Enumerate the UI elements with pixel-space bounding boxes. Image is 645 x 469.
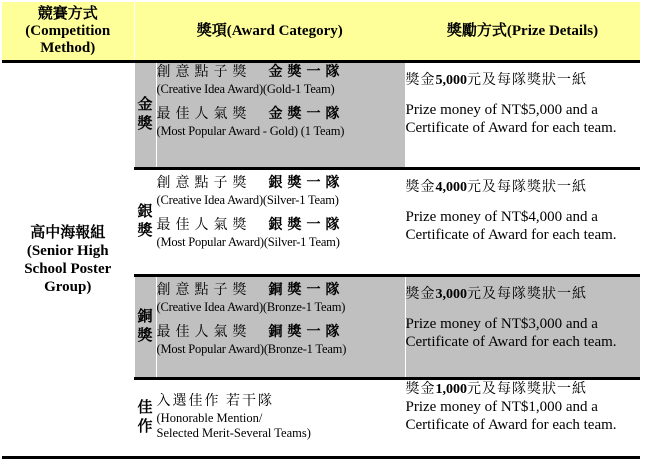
header-category: 獎項(Award Category): [134, 2, 405, 62]
award-zh: 創意點子獎 銀獎一隊: [156, 176, 345, 191]
award-zh: 最佳人氣獎 銀獎一隊: [156, 218, 345, 233]
tier-label-honorable: 佳 作: [134, 379, 156, 458]
award-zh: 最佳人氣獎 金獎一隊: [156, 107, 345, 122]
award-category-gold: [156, 62, 405, 169]
prize-silver: [405, 169, 640, 276]
prize-en: Prize money of NT$3,000 and a Certificate of Award for each team.: [405, 316, 617, 350]
award-en: (Most Popular Award - Gold) (1 Team): [156, 124, 345, 138]
prize-en: Prize money of NT$5,000 and a Certificate of Award for each team.: [405, 102, 617, 136]
tier-label-silver: 銀 獎: [134, 169, 156, 276]
prize-bronze: [405, 276, 640, 379]
group-zh: 高中海報組: [30, 224, 106, 241]
award-category-honorable: [156, 379, 405, 458]
award-en: (Most Popular Award)(Bronze-1 Team): [156, 342, 347, 356]
honorable-zh: 入選佳作 若干隊: [156, 394, 274, 409]
award-category-bronze: [156, 276, 405, 379]
award-zh: 最佳人氣獎 銅獎一隊: [156, 325, 345, 340]
header-method-zh: 競賽方式: [37, 5, 98, 22]
header-method-en-1: (Competition: [25, 22, 111, 39]
group-en-3: Group): [44, 278, 92, 295]
header-row: [2, 2, 640, 62]
header-prize: 獎勵方式(Prize Details): [405, 2, 640, 62]
prize-gold: [405, 62, 640, 169]
prize-zh: 獎金4,000元及每隊獎狀一紙: [405, 180, 587, 195]
tier-row-gold: [2, 62, 640, 169]
header-method: [2, 2, 134, 62]
award-en: (Creative Idea Award)(Gold-1 Team): [156, 82, 335, 96]
group-en-1: (Senior High: [26, 242, 109, 259]
award-zh: 創意點子獎 銅獎一隊: [156, 283, 345, 298]
tier-label-bronze: 銅 獎: [134, 276, 156, 379]
award-zh: 創意點子獎 金獎一隊: [156, 65, 345, 80]
prize-zh: 獎金5,000元及每隊獎狀一紙: [405, 73, 587, 88]
honorable-en-1: (Honorable Mention/: [156, 411, 263, 425]
award-en: (Creative Idea Award)(Bronze-1 Team): [156, 300, 346, 314]
header-method-en-2: Method): [40, 39, 96, 56]
prize-zh: 獎金1,000元及每隊獎狀一紙: [405, 382, 587, 397]
award-en: (Most Popular Award)(Silver-1 Team): [156, 235, 340, 249]
prize-en: Prize money of NT$1,000 and a Certificate of Award for each team.: [405, 399, 617, 433]
group-cell: [2, 62, 134, 458]
prize-zh: 獎金3,000元及每隊獎狀一紙: [405, 287, 587, 302]
honorable-en-2: Selected Merit-Several Teams): [156, 426, 311, 440]
group-en-2: School Poster: [24, 260, 112, 277]
prize-honorable: [405, 379, 640, 458]
prize-en: Prize money of NT$4,000 and a Certificate of Award for each team.: [405, 209, 617, 243]
award-category-silver: [156, 169, 405, 276]
award-en: (Creative Idea Award)(Silver-1 Team): [156, 193, 339, 207]
tier-label-gold: 金 獎: [134, 62, 156, 169]
award-table: [2, 2, 640, 459]
